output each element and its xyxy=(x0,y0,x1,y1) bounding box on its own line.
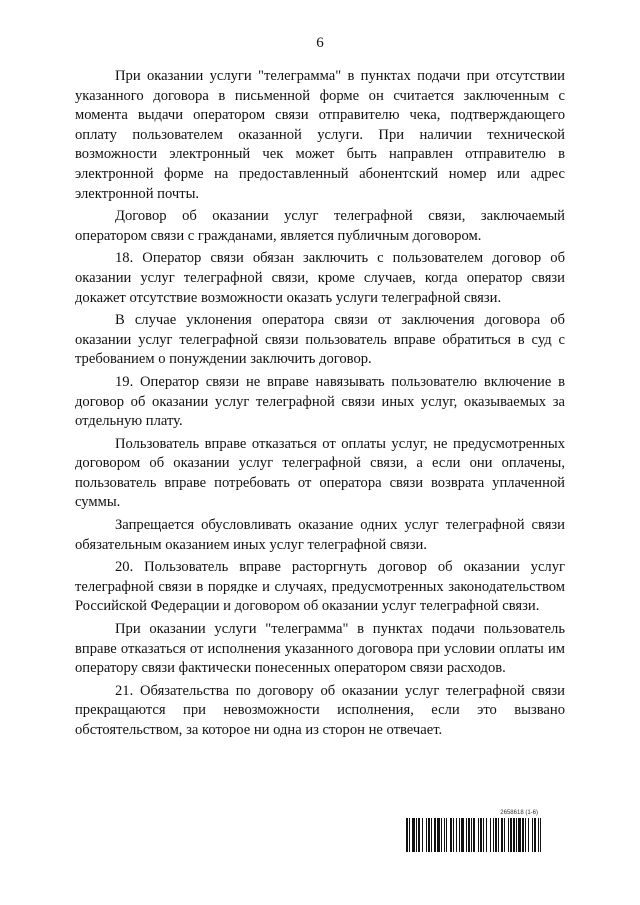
paragraph-2: Договор об оказании услуг телеграфной связи, заключаемый оператором связи с гражданами, является публичным договором. xyxy=(75,208,565,244)
paragraph-9: При оказании услуги "телеграмма" в пунктах подачи пользователь вправе отказаться от исполнения указанного договора при условии оплаты им оператору связи фактически понесенных оператором связи расходов. xyxy=(75,621,565,677)
paragraph-5: 19. Оператор связи не вправе навязывать пользователю включение в договор об оказании услуг телеграфной связи иных услуг, оказываемых за отдельную плату. xyxy=(75,373,565,430)
paragraph-8: 20. Пользователь вправе расторгнуть договор об оказании услуг телеграфной связи в порядке и случаях, предусмотренных законодательством Российской Федерации и договором об оказании услуг телеграфной связи. xyxy=(75,559,565,615)
paragraph-7: Запрещается обусловливать оказание одних услуг телеграфной связи обязательным оказанием иных услуг телеграфной связи. xyxy=(75,517,565,553)
paragraph-6: Пользователь вправе отказаться от оплаты услуг, не предусмотренных договором об оказании услуг телеграфной связи, а если они оплачены, пользователь вправе потребовать от оператора связи возврата уплаченной суммы. xyxy=(75,435,565,511)
document-footer xyxy=(406,810,566,852)
paragraph-3: 18. Оператор связи обязан заключить с пользователем договор об оказании услуг телеграфной связи, кроме случаев, когда оператор связи докажет отсутствие возможности оказать услуги телеграфной связи. xyxy=(75,250,565,306)
paragraph-4: В случае уклонения оператора связи от заключения договора об оказании услуг телеграфной связи пользователь вправе обратиться в суд с требованием о понуждении заключить договор. xyxy=(75,312,565,368)
document-code: 2658618 (1-6) xyxy=(500,810,538,816)
barcode-icon xyxy=(406,818,564,852)
document-body xyxy=(75,67,565,744)
paragraph-1: При оказании услуги "телеграмма" в пунктах подачи при отсутствии указанного договора в письменной форме он считается заключенным с момента выдачи оператором связи отправителю чека, подтверждающего оплату пользователем оказанной услуги. При наличии технической возможности электронный чек может быть направлен отправителю в электронной форме на предоставленный абонентский номер или адрес электронной почты. xyxy=(75,68,565,202)
page-number: 6 xyxy=(316,35,324,51)
paragraph-10: 21. Обязательства по договору об оказании услуг телеграфной связи прекращаются при невозможности исполнения, если это вызвано обстоятельством, за которое ни одна из сторон не отвечает. xyxy=(75,682,565,738)
